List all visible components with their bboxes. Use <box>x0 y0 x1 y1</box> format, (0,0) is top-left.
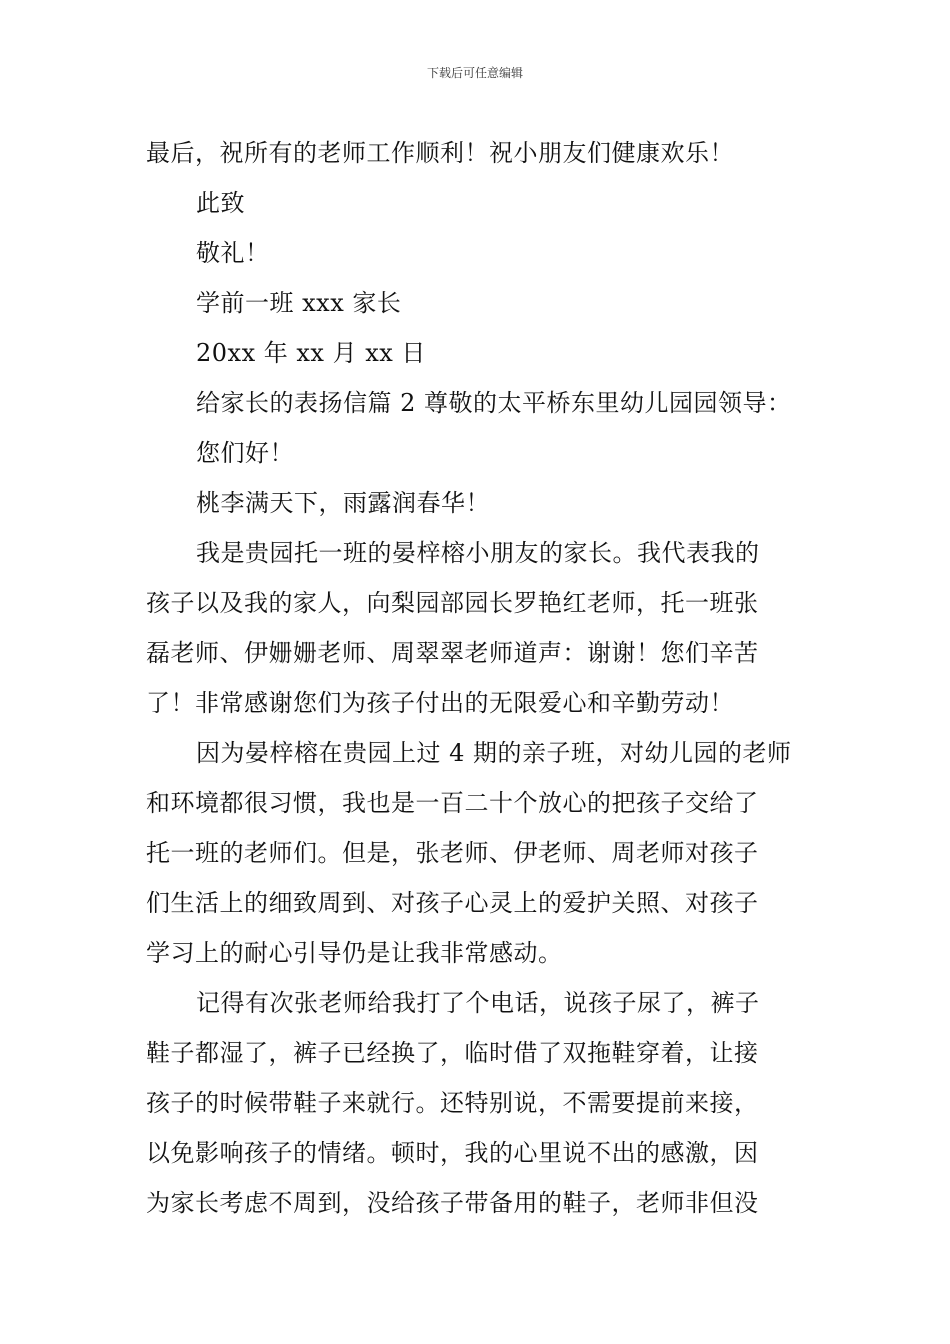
paragraph-2-line: 和环境都很习惯，我也是一百二十个放心的把孩子交给了 <box>146 789 759 817</box>
paragraph-3-line: 记得有次张老师给我打了个电话，说孩子尿了，裤子 <box>196 989 760 1017</box>
paragraph-2-line: 因为晏梓榕在贵园上过 4 期的亲子班，对幼儿园的老师 <box>196 739 792 767</box>
salutation-line-1: 此致 <box>196 189 245 217</box>
greeting: 您们好！ <box>196 439 294 467</box>
letter-date: 20xx 年 xx 月 xx 日 <box>196 339 426 367</box>
paragraph-3-line: 鞋子都湿了，裤子已经换了，临时借了双拖鞋穿着，让接 <box>146 1039 759 1067</box>
second-letter-title: 给家长的表扬信篇 2 尊敬的太平桥东里幼儿园园领导： <box>196 389 792 417</box>
paragraph-1-line: 磊老师、伊姗姗老师、周翠翠老师道声：谢谢！您们辛苦 <box>146 639 759 667</box>
salutation-line-2: 敬礼！ <box>196 239 270 267</box>
motto: 桃李满天下，雨露润春华！ <box>196 489 490 517</box>
signature: 学前一班 xxx 家长 <box>196 289 402 317</box>
page-header-note: 下载后可任意编辑 <box>426 66 523 80</box>
paragraph-1-line: 了！非常感谢您们为孩子付出的无限爱心和辛勤劳动！ <box>146 689 734 717</box>
paragraph-3-line: 孩子的时候带鞋子来就行。还特别说，不需要提前来接， <box>146 1089 759 1117</box>
paragraph-2-line: 托一班的老师们。但是，张老师、伊老师、周老师对孩子 <box>146 839 759 867</box>
letter-body <box>146 128 814 1228</box>
paragraph-1-line: 孩子以及我的家人，向梨园部园长罗艳红老师，托一班张 <box>146 589 759 617</box>
paragraph-2-line: 学习上的耐心引导仍是让我非常感动。 <box>146 939 563 967</box>
paragraph-3-line: 为家长考虑不周到，没给孩子带备用的鞋子，老师非但没 <box>146 1189 759 1217</box>
paragraph-2-line: 们生活上的细致周到、对孩子心灵上的爱护关照、对孩子 <box>146 889 759 917</box>
paragraph-3-line: 以免影响孩子的情绪。顿时，我的心里说不出的感激，因 <box>146 1139 759 1167</box>
paragraph-1-line: 我是贵园托一班的晏梓榕小朋友的家长。我代表我的 <box>196 539 760 567</box>
closing-wish: 最后，祝所有的老师工作顺利！祝小朋友们健康欢乐！ <box>146 139 734 167</box>
